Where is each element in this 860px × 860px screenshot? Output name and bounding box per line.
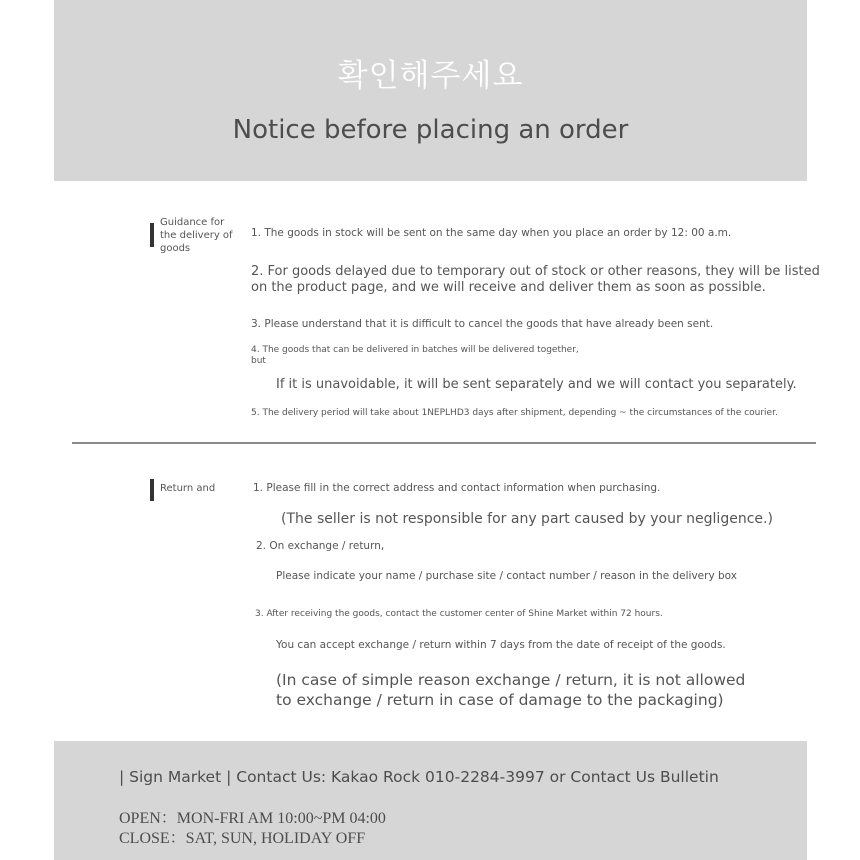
delivery-item-2-line-2: on the product page, and we will receive and deliver them as soon as possible. [251,280,766,295]
header-title-english: Notice before placing an order [232,115,629,145]
return-item-3-note2-line-1: (In case of simple reason exchange / return, it is not allowed [276,671,746,689]
delivery-section-marker [150,223,154,247]
delivery-item-4-line-2: but [251,356,266,366]
delivery-item-1: 1. The goods in stock will be sent on the same day when you place an order by 12: 00 a.m. [251,227,732,239]
return-item-3: 3. After receiving the goods, contact the customer center of Shine Market within 72 hours. [255,609,663,619]
delivery-item-4-line-3: If it is unavoidable, it will be sent separately and we will contact you separately. [276,377,797,392]
delivery-item-4-line-1: 4. The goods that can be delivered in batches will be delivered together, [251,345,579,355]
return-item-2: 2. On exchange / return, [256,540,385,552]
delivery-item-2-line-1: 2. For goods delayed due to temporary out of stock or other reasons, they will be listed [251,264,820,279]
delivery-label-line: the delivery of [160,230,233,241]
delivery-item-5: 5. The delivery period will take about 1NEPLHD3 days after shipment, depending ~ the circumstances of the courier. [251,408,778,418]
return-item-1: 1. Please fill in the correct address and contact information when purchasing. [253,482,661,494]
return-item-2-note: Please indicate your name / purchase site / contact number / reason in the delivery box [276,570,737,582]
footer-contact: | Sign Market | Contact Us: Kakao Rock 010-2284-3997 or Contact Us Bulletin [119,768,719,786]
delivery-section-label [160,216,233,255]
return-section-label: Return and [160,483,216,494]
delivery-label-line: goods [160,243,191,254]
footer [54,741,807,860]
return-item-1-note: (The seller is not responsible for any part caused by your negligence.) [281,511,773,527]
header-title-korean: 확인해주세요 [337,58,524,94]
notice-header [54,0,807,181]
footer-close-days: CLOSE：SAT, SUN, HOLIDAY OFF [119,830,366,847]
delivery-item-3: 3. Please understand that it is difficult to cancel the goods that have already been sent. [251,318,714,330]
return-item-3-note2-line-2: to exchange / return in case of damage to the packaging) [276,691,724,709]
delivery-label-line: Guidance for [160,217,225,228]
return-item-3-note: You can accept exchange / return within 7 days from the date of receipt of the goods. [276,639,726,651]
section-divider [72,442,816,444]
return-section-marker [150,479,154,501]
footer-open-hours: OPEN：MON-FRI AM 10:00~PM 04:00 [119,810,386,827]
